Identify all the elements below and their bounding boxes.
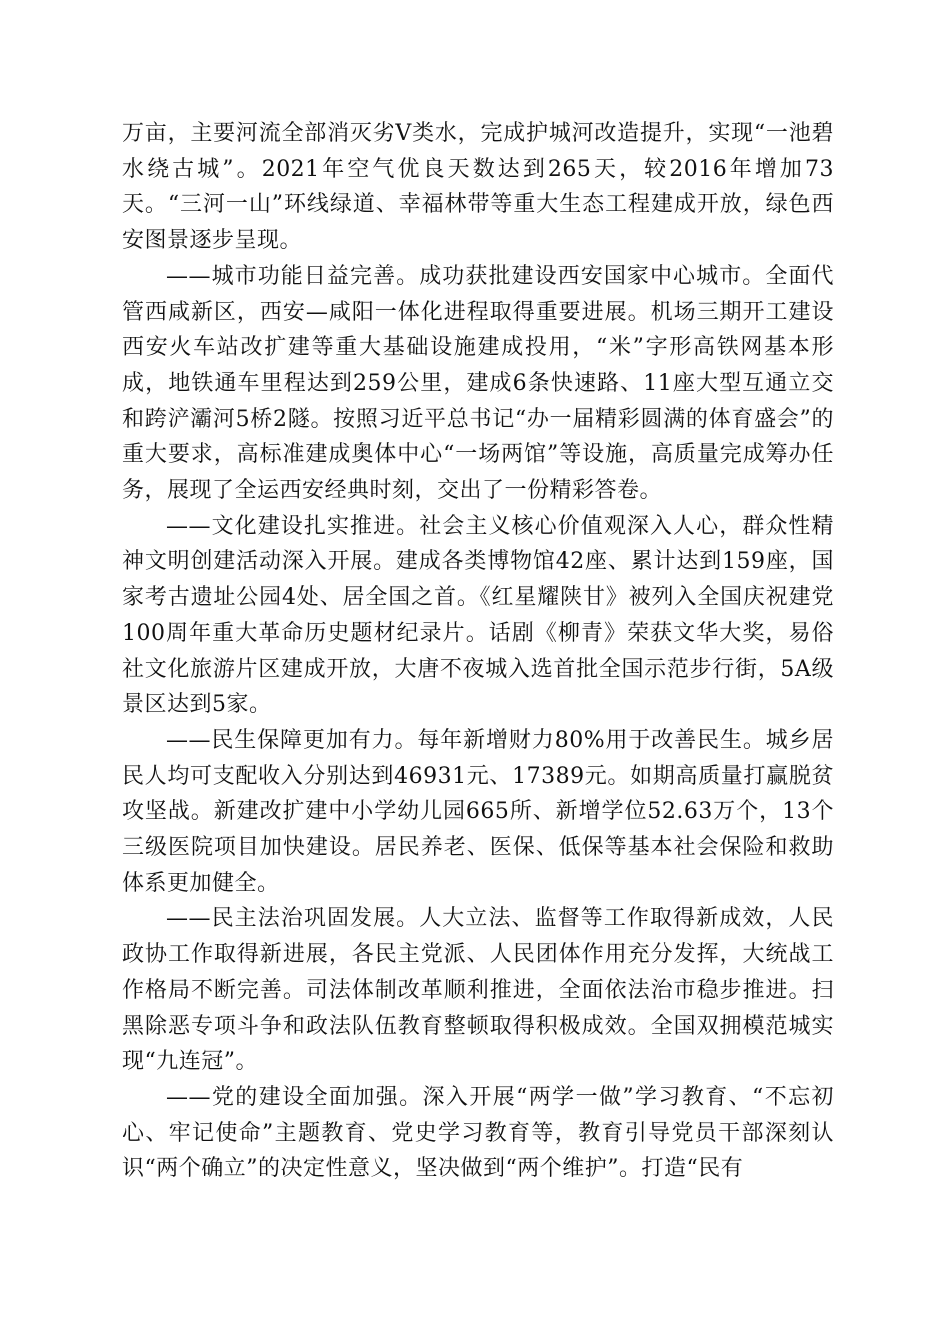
paragraph-city-functions: ——城市功能日益完善。成功获批建设西安国家中心城市。全面代管西咸新区，西安—咸阳一体化进程取得重要进展。机场三期开工建设西安火车站改扩建等重大基础设施建成投用，“米”字形高铁网基本形成，地铁通车里程达到259公里，建成6条快速路、11座大型互通立交和跨浐灞河5桥2隧。按照习近平总书记“办一届精彩圆满的体育盛会”的重大要求，高标准建成奥体中心“一场两馆”等设施，高质量完成筹办任务，展现了全运西安经典时刻，交出了一份精彩答卷。 [122, 263, 834, 504]
paragraph-culture: ——文化建设扎实推进。社会主义核心价值观深入人心，群众性精神文明创建活动深入开展。建成各类博物馆42座、累计达到159座，国家考古遗址公园4处、居全国之首。《红星耀陕甘》被列入全国庆祝建党100周年重大革命历史题材纪录片。话剧《柳青》荣获文华大奖，易俗社文化旅游片区建成开放，大唐不夜城入选首批全国示范步行街，5A级景区达到5家。 [122, 513, 834, 718]
paragraph-party-building: ——党的建设全面加强。深入开展“两学一做”学习教育、“不忘初心、牢记使命”主题教育、党史学习教育等，教育引导党员干部深刻认识“两个确立”的决定性意义，坚决做到“两个维护”。打造“民有 [122, 1084, 834, 1182]
paragraph-livelihood: ——民生保障更加有力。每年新增财力80%用于改善民生。城乡居民人均可支配收入分别达到46931元、17389元。如期高质量打赢脱贫攻坚战。新建改扩建中小学幼儿园665所、新增学位52.63万个，13个三级医院项目加快建设。居民养老、医保、低保等基本社会保险和救助体系更加健全。 [122, 727, 834, 896]
paragraph-rule-of-law: ——民主法治巩固发展。人大立法、监督等工作取得新成效，人民政协工作取得新进展，各民主党派、人民团体作用充分发挥，大统战工作格局不断完善。司法体制改革顺利推进，全面依法治市稳步推进。扫黑除恶专项斗争和政法队伍教育整顿取得积极成效。全国双拥模范城实现“九连冠”。 [122, 906, 834, 1075]
document-body [122, 116, 834, 1187]
paragraph-ecology: 万亩，主要河流全部消灭劣Ⅴ类水，完成护城河改造提升，实现“一池碧水绕古城”。2021年空气优良天数达到265天，较2016年增加73天。“三河一山”环线绿道、幸福林带等重大生态工程建成开放，绿色西安图景逐步呈现。 [122, 121, 834, 254]
